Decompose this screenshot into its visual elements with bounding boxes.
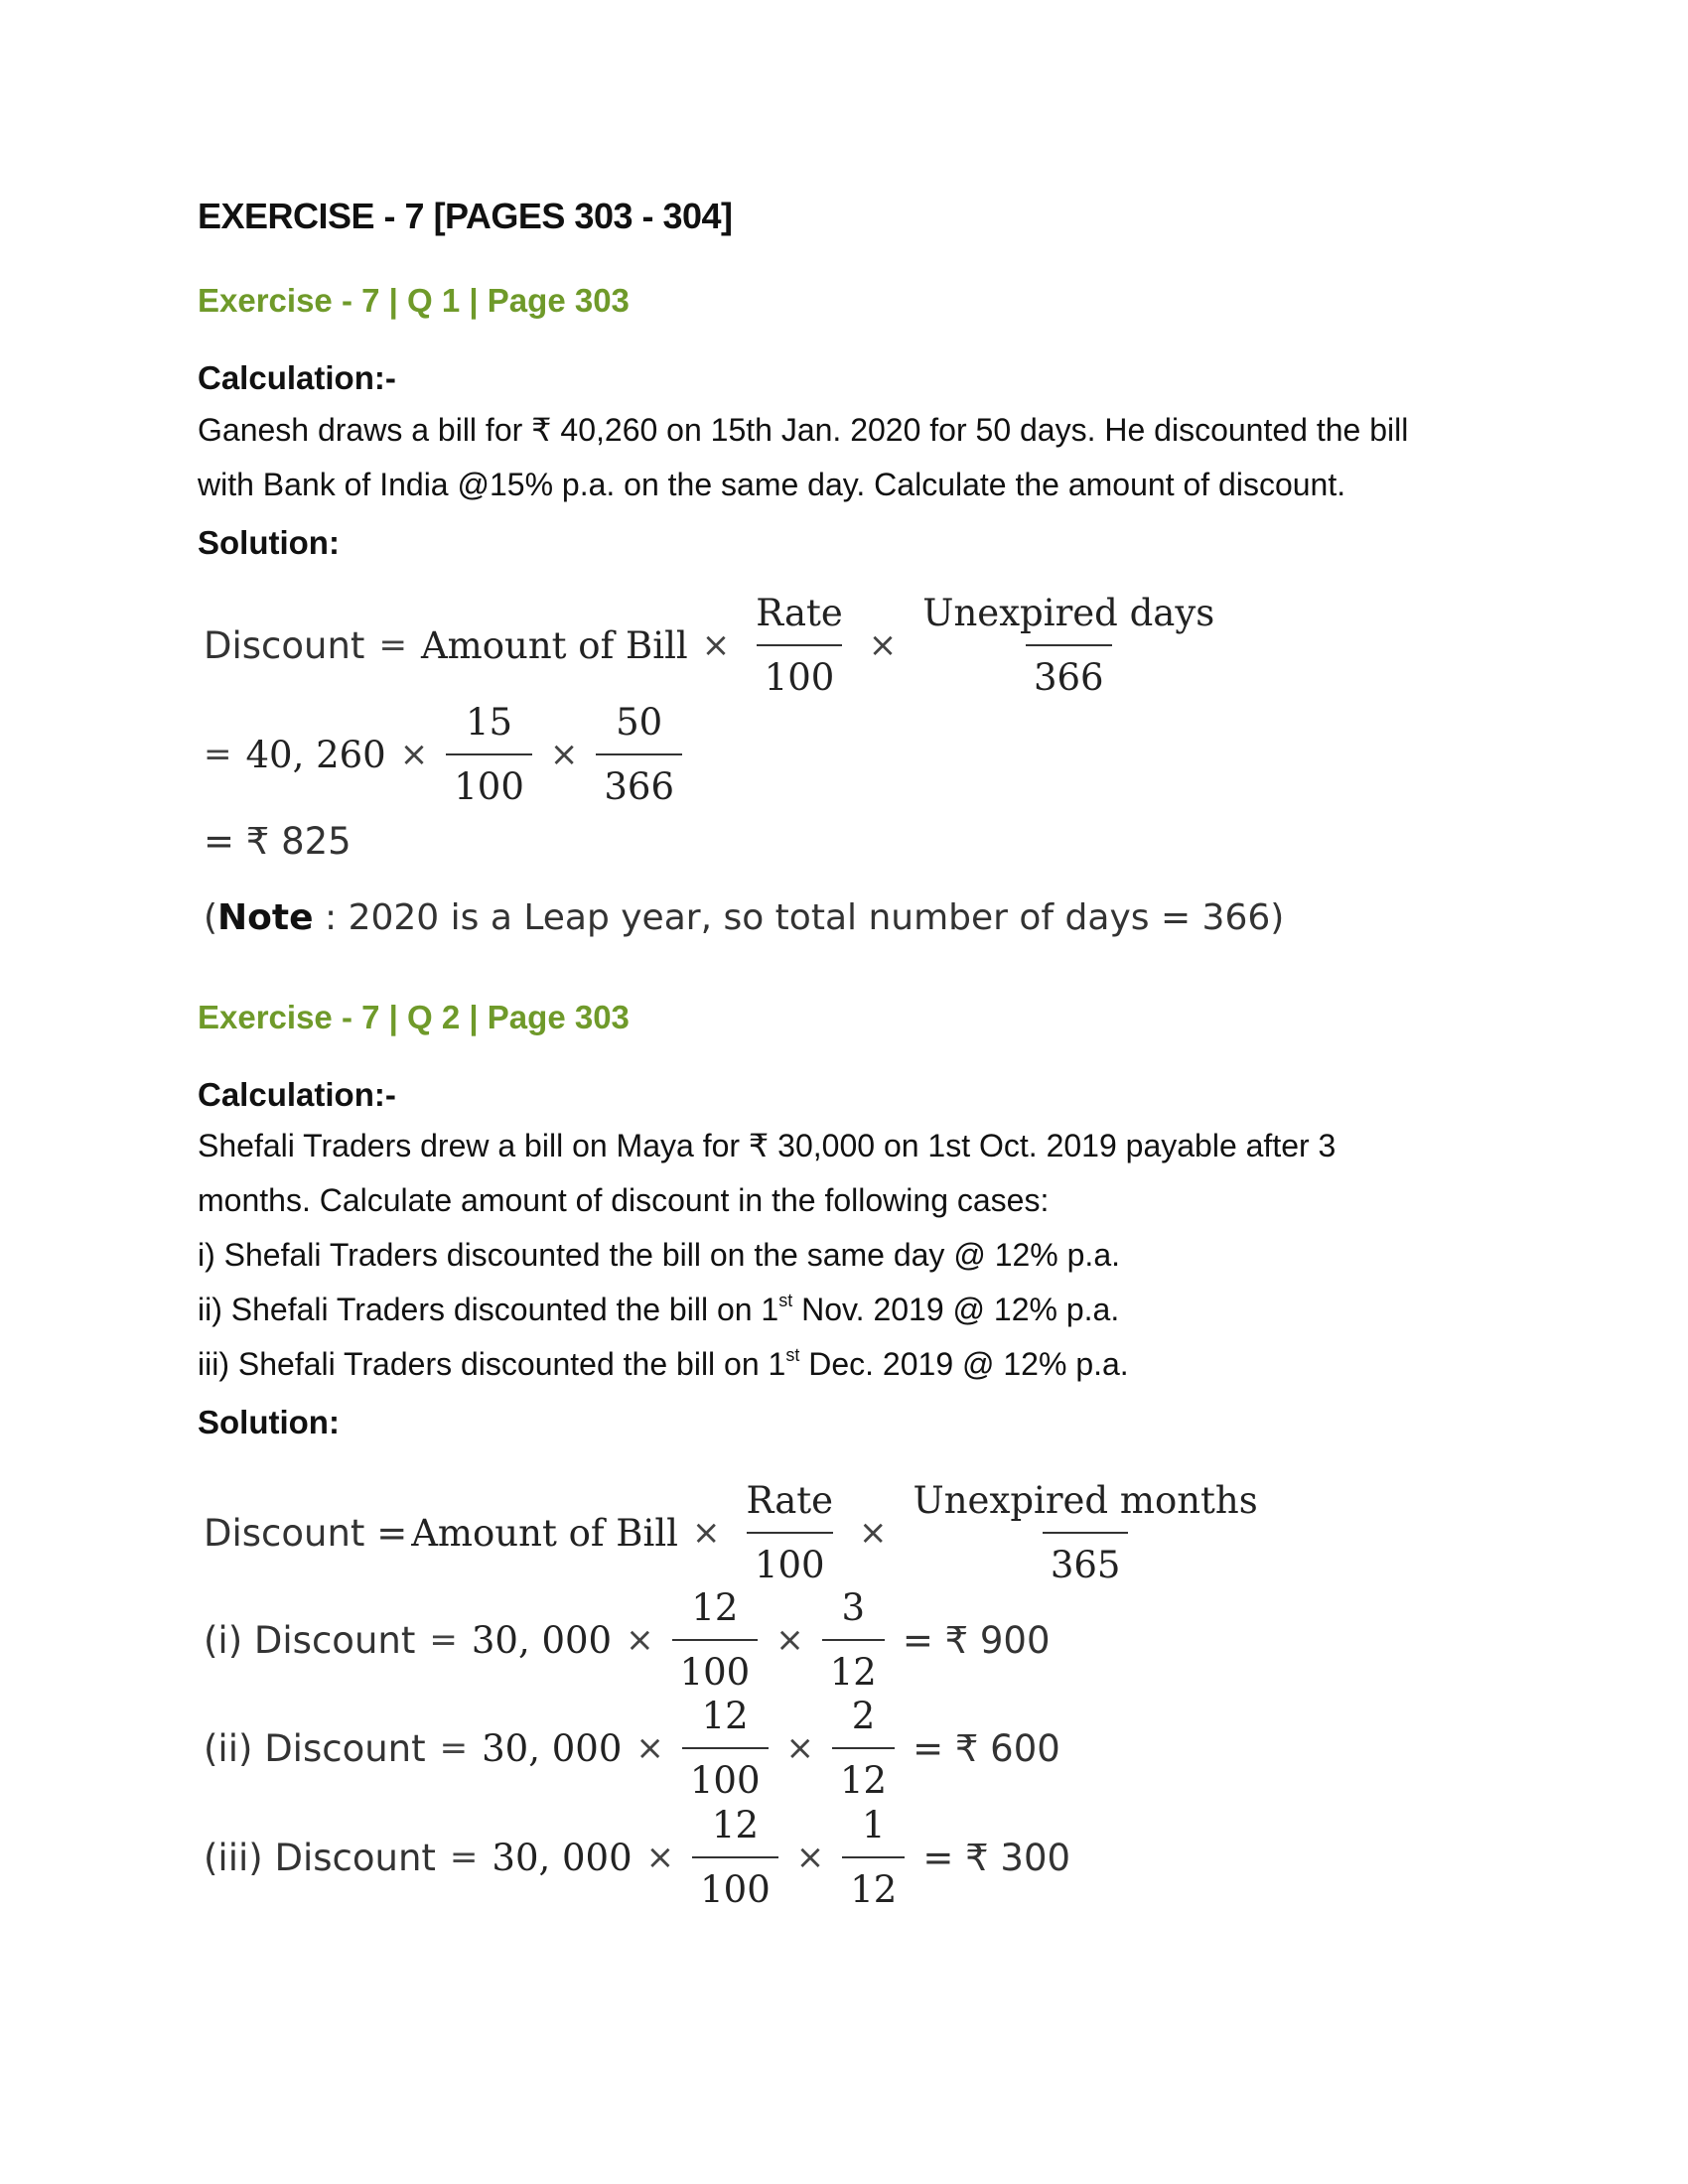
row-fraction-rate <box>692 1804 778 1911</box>
q2-case1: i) Shefali Traders discounted the bill on the same day @ 12% p.a. <box>198 1237 1120 1273</box>
q1-question-line1: Ganesh draws a bill for ₹ 40,260 on 15th Jan. 2020 for 50 days. He discounted the bill <box>198 412 1409 448</box>
q1-note <box>204 897 1284 938</box>
times-sign: × <box>549 735 579 774</box>
q2-question-line1: Shefali Traders drew a bill on Maya for ₹ 30,000 on 1st Oct. 2019 payable after 3 <box>198 1128 1336 1163</box>
denominator: 366 <box>596 753 682 808</box>
equals-sign: = <box>439 1728 469 1768</box>
equals-sign: = <box>449 1838 479 1877</box>
numerator: Rate <box>746 1479 834 1522</box>
q1-calculation-line <box>204 701 686 808</box>
numerator: 1 <box>862 1804 886 1846</box>
q2-formula-term: Amount of Bill <box>411 1511 678 1555</box>
numerator: 3 <box>841 1586 866 1629</box>
denominator: 12 <box>822 1639 885 1694</box>
row-result: = ₹ 300 <box>922 1836 1071 1879</box>
numerator: 12 <box>691 1586 739 1629</box>
numerator: 2 <box>851 1695 876 1737</box>
note-open-paren: ( <box>204 897 218 938</box>
numerator: Rate <box>756 592 843 634</box>
denominator: 100 <box>747 1532 833 1586</box>
q2-formula-lhs: Discount = <box>204 1511 408 1555</box>
row-label: (iii) Discount <box>204 1836 436 1879</box>
ordinal-suffix: st <box>778 1291 793 1311</box>
q1-calculation-label: Calculation:- <box>198 359 396 396</box>
q1-fraction-days <box>914 592 1222 699</box>
numerator: 12 <box>701 1695 749 1737</box>
row-fraction-months <box>832 1695 895 1802</box>
row-result: = ₹ 600 <box>913 1726 1060 1770</box>
q2-solution-label: Solution: <box>198 1404 340 1440</box>
q1-result: = ₹ 825 <box>204 820 352 863</box>
times-sign: × <box>635 1728 664 1768</box>
case3-text: iii) Shefali Traders discounted the bill on 1 <box>198 1346 786 1382</box>
denominator: 12 <box>832 1747 895 1802</box>
denominator: 100 <box>672 1639 759 1694</box>
times-sign: × <box>626 1620 654 1660</box>
row-label: (i) Discount <box>204 1618 416 1662</box>
case2-text: ii) Shefali Traders discounted the bill on 1 <box>198 1292 779 1327</box>
equals-sign: = <box>429 1620 458 1660</box>
numerator: 50 <box>616 701 663 744</box>
times-sign: × <box>859 1513 888 1553</box>
row-amount: 30, 000 <box>492 1836 633 1879</box>
q1-fraction-rate <box>748 592 851 699</box>
q1-amount: 40, 260 <box>245 733 386 776</box>
q2-case-row-2 <box>204 1695 1060 1802</box>
q1-solution-label: Solution: <box>198 524 340 561</box>
q1-question-line2: with Bank of India @15% p.a. on the same day. Calculate the amount of discount. <box>198 467 1346 502</box>
times-sign: × <box>795 1838 825 1877</box>
denominator: 12 <box>842 1856 905 1911</box>
note-text: : 2020 is a Leap year, so total number of days = 366) <box>313 897 1285 938</box>
q1-header: Exercise - 7 | Q 1 | Page 303 <box>198 282 630 319</box>
q1-result-line <box>204 820 352 863</box>
row-label: (ii) Discount <box>204 1726 426 1770</box>
denominator: 100 <box>692 1856 778 1911</box>
q2-case3 <box>198 1337 1129 1392</box>
note-label: Note <box>217 897 314 938</box>
page-title: EXERCISE - 7 [PAGES 303 - 304] <box>198 196 733 236</box>
q1-formula-term: Amount of Bill <box>420 623 688 667</box>
row-fraction-months <box>822 1586 885 1694</box>
row-result: = ₹ 900 <box>902 1618 1051 1662</box>
case2-text-end: Nov. 2019 @ 12% p.a. <box>792 1292 1120 1327</box>
q1-formula <box>204 592 1226 699</box>
times-sign: × <box>692 1513 721 1553</box>
row-fraction-months <box>842 1804 905 1911</box>
q2-case2 <box>198 1283 1119 1337</box>
row-amount: 30, 000 <box>471 1618 613 1662</box>
q2-fraction-months <box>906 1479 1266 1586</box>
denominator: 100 <box>757 644 843 699</box>
times-sign: × <box>785 1728 814 1768</box>
q2-formula <box>204 1479 1270 1586</box>
q2-fraction-rate <box>739 1479 842 1586</box>
q2-case-row-1 <box>204 1586 1051 1694</box>
times-sign: × <box>645 1838 675 1877</box>
denominator: 100 <box>446 753 532 808</box>
numerator: 15 <box>466 701 513 744</box>
ordinal-suffix: st <box>785 1345 800 1366</box>
numerator: Unexpired days <box>922 592 1215 634</box>
times-sign: × <box>775 1620 804 1660</box>
denominator: 366 <box>1026 644 1112 699</box>
times-sign: × <box>868 625 898 665</box>
equals-sign: = <box>204 735 232 774</box>
q2-question-line2: months. Calculate amount of discount in the following cases: <box>198 1182 1050 1218</box>
q1-fraction-days-value <box>596 701 682 808</box>
times-sign: × <box>701 625 731 665</box>
case3-text-end: Dec. 2019 @ 12% p.a. <box>799 1346 1129 1382</box>
denominator: 100 <box>682 1747 769 1802</box>
row-amount: 30, 000 <box>482 1726 623 1770</box>
row-fraction-rate <box>672 1586 759 1694</box>
row-fraction-rate <box>682 1695 769 1802</box>
numerator: Unexpired months <box>913 1479 1258 1522</box>
denominator: 365 <box>1043 1532 1129 1586</box>
q2-header: Exercise - 7 | Q 2 | Page 303 <box>198 999 630 1035</box>
numerator: 12 <box>711 1804 759 1846</box>
q2-calculation-label: Calculation:- <box>198 1076 396 1113</box>
equals-sign: = <box>378 625 407 665</box>
q2-case-row-3 <box>204 1804 1070 1911</box>
times-sign: × <box>399 735 429 774</box>
q1-fraction-rate-value <box>446 701 532 808</box>
q1-formula-lhs: Discount <box>204 623 365 667</box>
